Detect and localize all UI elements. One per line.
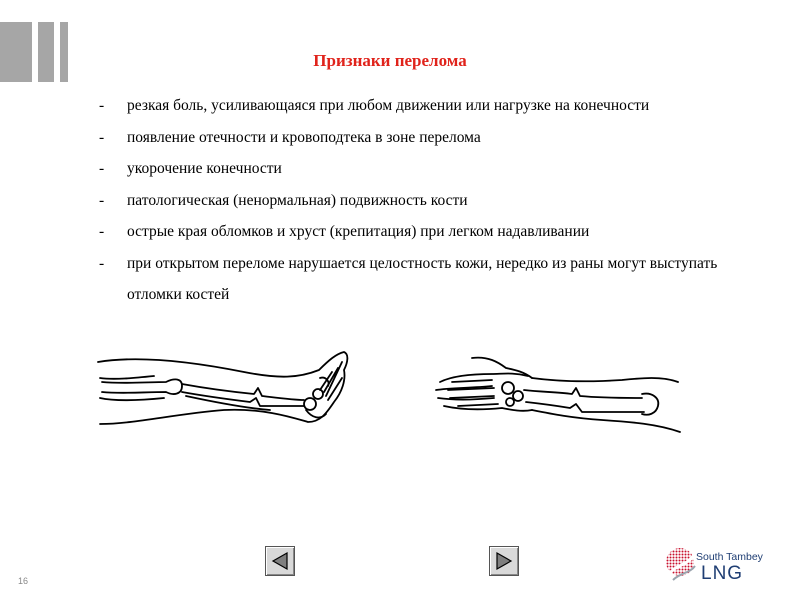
south-tambey-lng-logo [663,544,783,586]
symptom-list [99,90,759,311]
bullet-dash: - [99,223,105,240]
list-item [99,185,759,217]
triangle-left-icon [270,551,290,571]
triangle-right-icon [494,551,514,571]
list-item [99,122,759,154]
list-item [99,248,727,311]
list-item-text: укорочение конечности [127,160,282,177]
bullet-dash: - [99,128,105,146]
bullet-dash: - [99,160,105,177]
bullet-dash: - [99,191,105,209]
list-item-text: при открытом переломе нарушается целостность кожи, нередко из раны могут выступать отломки костей [127,254,718,303]
prev-slide-button[interactable] [265,546,295,576]
list-item-text: острые края обломков и хруст (крепитация) при легком надавливании [127,223,590,240]
list-item [99,153,759,185]
globe-logo-icon [663,544,697,584]
logo-text-top: South Tambey [696,551,763,563]
slide-title: Признаки перелома [313,51,467,70]
page-number: 16 [18,576,29,586]
leg-fracture-illustration [94,348,356,430]
list-item-text: появление отечности и кровоподтека в зоне перелома [127,128,481,146]
arm-fracture-illustration [432,352,684,434]
next-slide-button[interactable] [489,546,519,576]
list-item [99,216,759,248]
bullet-dash: - [99,97,105,114]
list-item [99,90,759,122]
bullet-dash: - [99,254,105,272]
logo-text-bottom: LNG [701,563,744,584]
list-item-text: патологическая (ненормальная) подвижность кости [127,191,468,209]
list-item-text: резкая боль, усиливающаяся при любом движении или нагрузке на конечности [127,97,650,114]
